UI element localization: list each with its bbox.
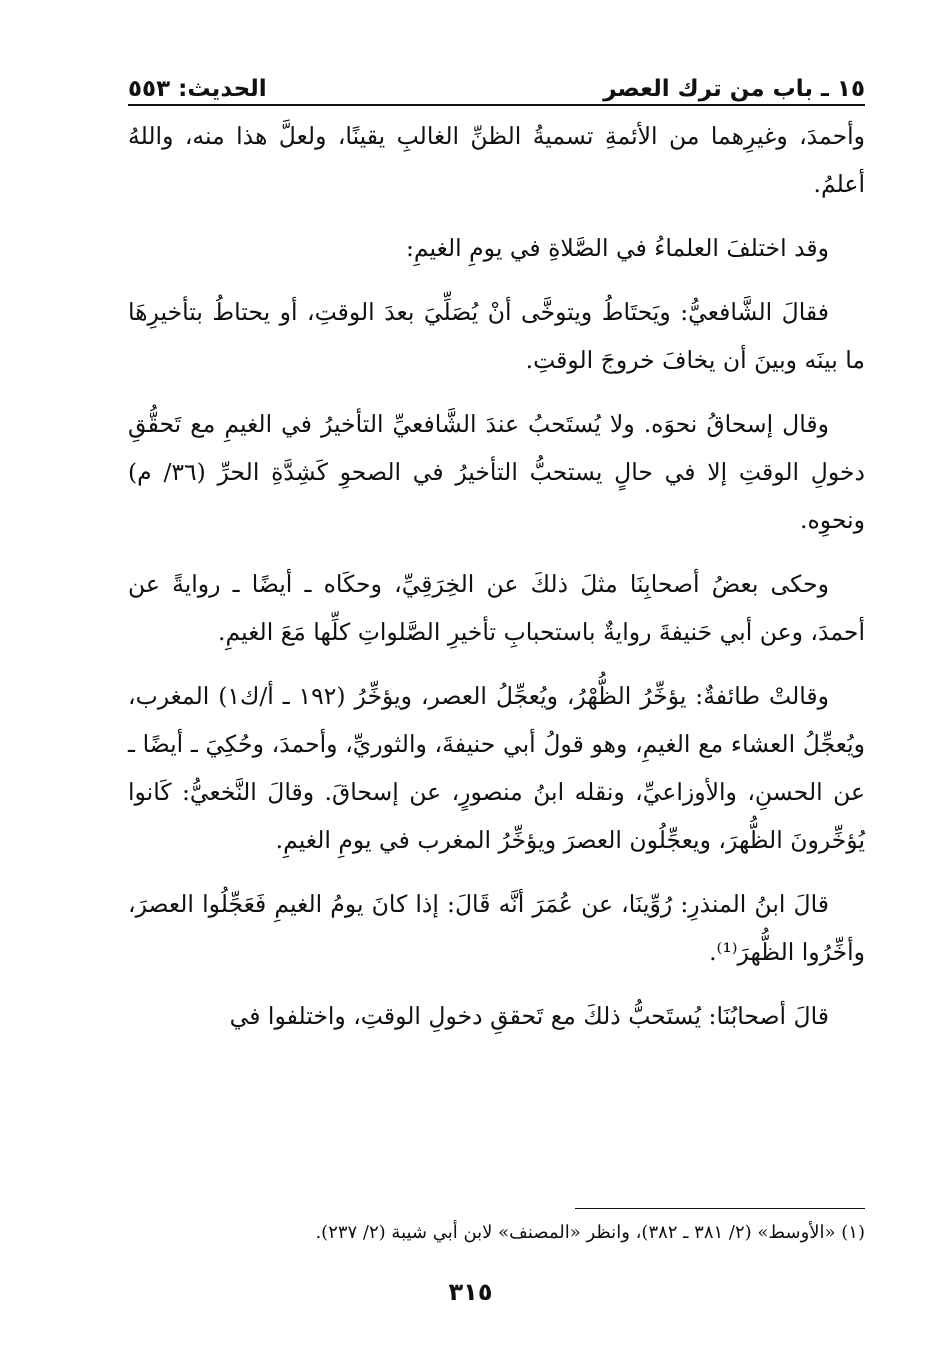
main-text — [128, 112, 865, 1056]
footnote: (١) «الأوسط» (٢/ ٣٨١ ـ ٣٨٢)، وانظر «المصنف» لابن أبي شيبة (٢/ ٢٣٧). — [315, 1222, 865, 1243]
paragraph: وقالتْ طائفةٌ: يؤخِّرُ الظُّهْرُ، ويُعجِّلُ العصر، ويؤخِّرُ (١٩٢ ـ أ/ك١) المغرب، ويُعجِّلُ العشاء مع الغيمِ، وهو قولُ أبي حنيفةَ، والثوريِّ، وأحمدَ، وحُكِيَ ـ أيضًا ـ عن الحسنِ، والأوزاعيِّ، ونقله ابنُ منصورٍ، عن إسحاقَ. وقالَ النَّخعيُّ: كَانوا يُؤخِّرونَ الظُّهرَ، ويعجِّلُون العصرَ ويؤخِّرُ المغرب في يومِ الغيمِ. — [128, 682, 865, 854]
running-header — [128, 62, 865, 102]
footnote-separator — [575, 1208, 865, 1209]
paragraph: وحكى بعضُ أصحابِنَا مثلَ ذلكَ عن الخِرَقِيِّ، وحكَاه ـ أيضًا ـ روايةً عن أحمدَ، وعن أبي حَنيفةَ روايةٌ باستحبابِ تأخيرِ الصَّلواتِ كلِّها مَعَ الغيمِ. — [128, 570, 865, 646]
paragraph: قالَ ابنُ المنذرِ: رُوِّينَا، عن عُمَرَ أنَّه قَالَ: إذا كانَ يومُ الغيمِ فَعَجِّلُوا العصرَ، وأخِّرُوا الظُّهرَ⁽¹⁾. — [128, 890, 865, 966]
paragraph: وقال إسحاقُ نحوَه. ولا يُستَحبُ عندَ الشَّافعيِّ التأخيرُ في الغيمِ مع تَحقُّقِ دخولِ الوقتِ إلا في حالٍ يستحبُّ التأخيرُ في الصحوِ كَشِدَّةِ الحرِّ (٣٦/ م) ونحوِه. — [128, 410, 866, 534]
header-rule — [128, 104, 865, 106]
paragraph: فقالَ الشَّافعيُّ: ويَحتَاطُ ويتوخَّى أنْ يُصَلِّيَ بعدَ الوقتِ، أو يحتاطُ بتأخيرِهَا ما بينَه وبينَ أن يخافَ خروجَ الوقتِ. — [128, 298, 865, 374]
chapter-title: ١٥ ـ باب من ترك العصر — [603, 76, 865, 102]
paragraph: وأحمدَ، وغيرِهما من الأئمةِ تسميةُ الظنِّ الغالبِ يقينًا، ولعلَّ هذا منه، واللهُ أعلمُ. — [128, 122, 865, 198]
hadith-number: الحديث: ٥٥٣ — [128, 76, 267, 102]
paragraph: قالَ أصحابُنَا: يُستَحبُّ ذلكَ مع تَحققِ دخولِ الوقتِ، واختلفوا في — [229, 1002, 829, 1030]
paragraph: وقد اختلفَ العلماءُ في الصَّلاةِ في يومِ الغيمِ: — [405, 234, 829, 262]
page-number: ٣١٥ — [448, 1278, 493, 1306]
